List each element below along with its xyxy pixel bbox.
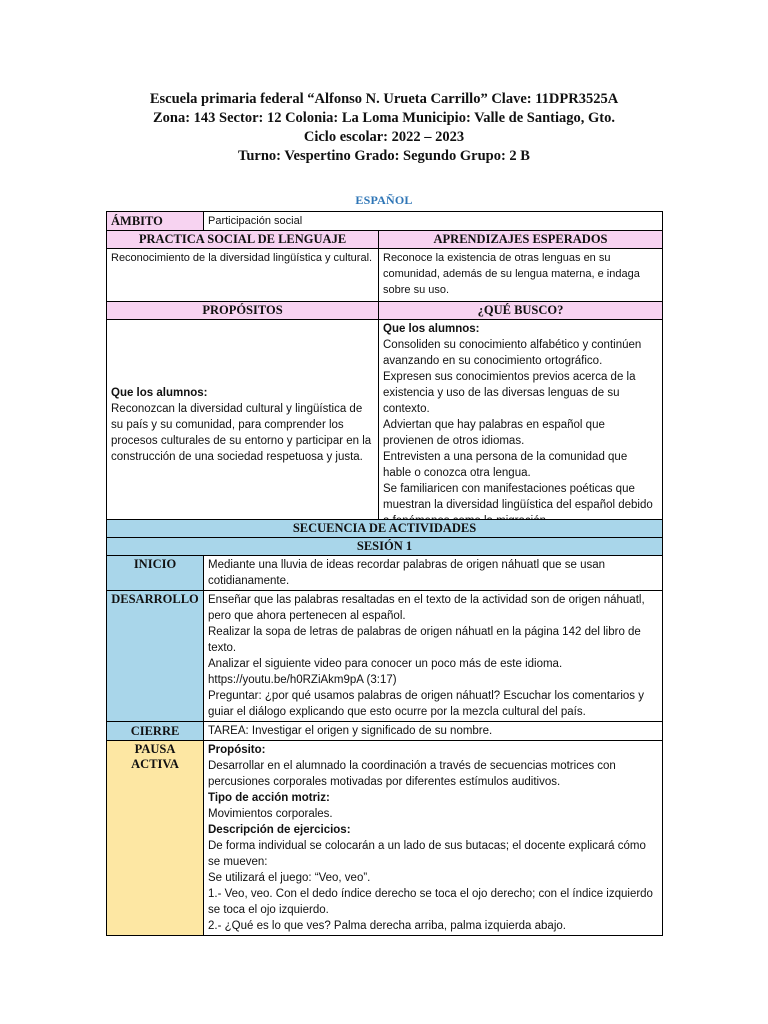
que-busco-item: Consoliden su conocimiento alfabético y continúen avanzando en su conocimiento ortográfico. [383,339,642,367]
activa-label-line: ACTIVA [131,757,179,771]
que-busco-lead: Que los alumnos: [383,323,480,335]
que-busco-item: Se familiaricen con manifestaciones poéticas que muestran la diversidad lingüística del español debido [383,483,653,511]
propositos-text: Reconozcan la diversidad cultural y lingüística de su país y su comunidad, para comprender los procesos culturales de su entorno y participar en la construcción de una sociedad respetuosa y justa. [111,403,372,463]
practica-text: Reconocimiento de la diversidad lingüística y cultural. [107,249,379,302]
subject-title: ESPAÑOL [355,193,413,207]
aprendizajes-header: APRENDIZAJES ESPERADOS [379,231,663,249]
school-header [0,90,768,166]
desarrollo-item: Enseñar que las palabras resaltadas en el texto de la actividad son de origen náhuatl, pero que ahora pertenecen al español. [208,594,645,622]
aprendizajes-text: Reconoce la existencia de otras lenguas en su comunidad, además de su lengua materna, e indaga sobre su uso. [379,249,663,302]
que-busco-item: Entrevisten a una persona de la comunidad que hable o conozca otra lengua. [383,451,628,479]
desarrollo-label: DESARROLLO [107,591,204,722]
ambito-label: ÁMBITO [107,212,204,231]
inicio-text: Mediante una lluvia de ideas recordar palabras de origen náhuatl que se usan cotidianamente. [204,556,663,591]
pausa-activa-cell [204,741,663,936]
header-line-zone: Zona: 143 Sector: 12 Colonia: La Loma Municipio: Valle de Santiago, Gto. [152,110,615,126]
cierre-text: TAREA: Investigar el origen y significado de su nombre. [204,722,663,741]
que-busco-item: Adviertan que hay palabras en español que provienen de otros idiomas. [383,419,605,447]
propositos-lead: Que los alumnos: [111,387,208,399]
pausa-descripcion-item: Se utilizará el juego: “Veo, veo”. [208,872,371,884]
pausa-tipo-text: Movimientos corporales. [208,808,333,820]
pausa-label-line: PAUSA [134,742,176,756]
secuencia-header: SECUENCIA DE ACTIVIDADES [107,520,663,538]
sesion-header: SESIÓN 1 [107,538,663,556]
desarrollo-item: Realizar la sopa de letras de palabras de origen náhuatl en la página 142 del libro de texto. [208,626,641,654]
practica-header: PRACTICA SOCIAL DE LENGUAJE [107,231,379,249]
que-busco-header: ¿QUÉ BUSCO? [379,302,663,320]
pausa-tipo-title: Tipo de acción motriz: [208,792,330,804]
header-line-school: Escuela primaria federal “Alfonso N. Urueta Carrillo” Clave: 11DPR3525A [149,91,619,107]
propositos-header: PROPÓSITOS [107,302,379,320]
inicio-label: INICIO [107,556,204,591]
que-busco-item: Expresen sus conocimientos previos acerca de la existencia y uso de las diversas lenguas de su contexto. [383,371,636,415]
desarrollo-item: Analizar el siguiente video para conocer un poco más de este idioma. https://youtu.be/h0RZiAkm9pA (3:17) [208,658,563,686]
desarrollo-cell [204,591,663,722]
activities-table [106,519,663,936]
pausa-descripcion-title: Descripción de ejercicios: [208,824,351,836]
planning-table [106,211,663,531]
pausa-descripcion-item: De forma individual se colocarán a un lado de sus butacas; el docente explicará cómo se mueven: [208,840,646,868]
header-line-shift: Turno: Vespertino Grado: Segundo Grupo: 2 B [238,148,530,164]
propositos-cell [107,320,379,531]
pausa-descripcion-item: 1.- Veo, veo. Con el dedo índice derecho se toca el ojo derecho; con el índice izquierdo se toca el ojo izquierdo. [208,888,653,916]
desarrollo-item: Preguntar: ¿por qué usamos palabras de origen náhuatl? Escuchar los comentarios y guiar el diálogo explicando que esto ocurre por la mezcla cultural del país. [208,690,644,718]
cierre-label: CIERRE [107,722,204,741]
header-line-cycle: Ciclo escolar: 2022 – 2023 [303,129,465,145]
pausa-descripcion-item: 2.- ¿Qué es lo que ves? Palma derecha arriba, palma izquierda abajo. [208,920,566,932]
pausa-proposito-title: Propósito: [208,744,266,756]
que-busco-cell [379,320,663,531]
pausa-proposito-text: Desarrollar en el alumnado la coordinación a través de secuencias motrices con percusiones corporales motivadas por diferentes estímulos auditivos. [208,760,616,788]
ambito-value: Participación social [204,212,663,231]
pausa-activa-label [107,741,204,936]
